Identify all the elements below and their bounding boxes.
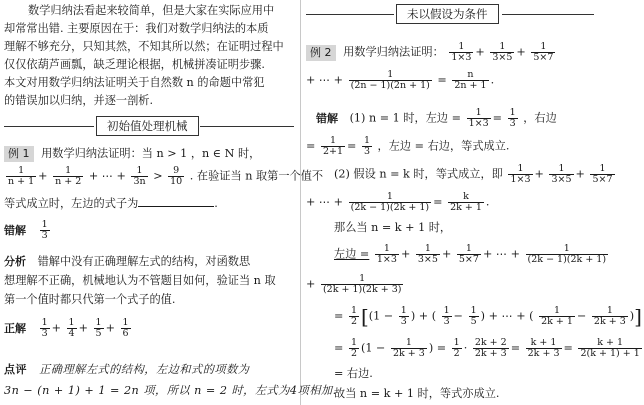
fraction: $\frac{1}{5\times 7}$ <box>533 41 554 63</box>
fraction: $\frac{1}{2}$ <box>350 305 357 327</box>
fraction: $\frac{1}{5}$ <box>95 317 102 339</box>
fraction: $\frac{1}{3}$ <box>363 135 370 157</box>
ellipsis-term: + ⋯ + <box>88 169 126 183</box>
example-2-tag: 例 2 <box>306 45 336 61</box>
fraction: $\frac{1}{6}$ <box>122 317 129 339</box>
fraction: $\frac{k}{2k + 1}$ <box>450 191 482 213</box>
fraction: $\frac{1}{(2n - 1)(2n + 1)}$ <box>350 69 430 91</box>
fraction: $\frac{2k + 2}{2k + 3}$ <box>474 337 507 359</box>
greater-than: > <box>153 169 163 183</box>
fraction: $\frac{1}{2k + 1}$ <box>541 305 573 327</box>
intro-line: 却常常出错. 主要原因在于：我们对数学归纳法的本质 <box>4 22 269 35</box>
hypothesis-equation: + ⋯ + $\frac{1}{(2k - 1)(2k + 1)}$ = $\frac{k}{2k + 1}$ . <box>306 191 490 213</box>
comment-label: 点评 <box>4 363 27 376</box>
fraction: $\frac{1}{3n}$ <box>133 165 146 187</box>
fraction: $\frac{1}{3}$ <box>509 107 516 129</box>
analysis-label: 分析 <box>4 255 26 268</box>
fraction: $\frac{1}{5}$ <box>470 305 477 327</box>
column-divider <box>300 0 301 405</box>
fraction: $\frac{1}{3}$ <box>41 317 48 339</box>
fraction: $\frac{k + 1}{2(k + 1) + 1}$ <box>580 337 640 359</box>
fraction: $\frac{1}{1\times 3}$ <box>510 163 531 185</box>
analysis-line2: 想理解不正确，机械地认为不管题目如何，验证当 n 取 <box>4 274 276 287</box>
section-rule <box>200 126 294 127</box>
left-side-expansion: 左边 = $\frac{1}{1\times 3}$ + $\frac{1}{3\times 5}$ + $\frac{1}{5\times 7}$ + ⋯ + $\frac{1}{(2k - 1)(2k + 1)}$ <box>334 243 607 265</box>
analysis-line3: 第一个值时都只代第一个式子的值. <box>4 293 176 306</box>
section-rule <box>4 126 94 127</box>
inductive-step-intro: 那么当 n = k + 1 时， <box>334 221 452 234</box>
fraction: $\frac{1}{2k + 3}$ <box>392 337 425 359</box>
correct-solution-label: 正解 <box>4 321 26 335</box>
example-1-line1 <box>4 146 260 162</box>
fraction: $\frac{1}{n + 1}$ <box>8 165 35 187</box>
simplification: = $\frac{1}{2}$ (1 − $\frac{1}{2k + 3}$ ) = $\frac{1}{2}$ · $\frac{2k + 2}{2k + 3}$ = $\frac{k + 1}{2k + 3}$ = $\frac{k + 1}{2(k + 1) + 1}$ <box>334 337 640 359</box>
section-rule <box>502 14 594 15</box>
wrong-step-2: (2) 假设 n = k 时，等式成立，即 $\frac{1}{1\times 3}$ + $\frac{1}{3\times 5}$ + $\frac{1}{5\times 7}$ <box>334 163 613 185</box>
fraction: $\frac{1}{1\times 3}$ <box>376 243 397 265</box>
fraction: $\frac{1}{2}$ <box>350 337 357 359</box>
fraction: $\frac{1}{n + 2}$ <box>55 165 82 187</box>
intro-line: 仅仅依葫芦画瓢，缺乏理论根据，机械拼凑证明步骤. <box>4 58 265 71</box>
fraction: $\frac{k + 1}{2k + 3}$ <box>527 337 560 359</box>
fraction: $\frac{1}{3\times 5}$ <box>492 41 513 63</box>
telescoping-sum: = $\frac{1}{2}$ [(1 − $\frac{1}{3}$ ) + ( $\frac{1}{3}$ − $\frac{1}{5}$ ) + ⋯ + ( $\frac{1}{2k + 1}$ − $\frac{1}{2k + 3}$ )] <box>334 304 642 329</box>
fraction: $\frac{1}{2k + 3}$ <box>593 305 626 327</box>
fraction: $\frac{1}{3}$ <box>400 305 407 327</box>
wrong-step-1-cont: = $\frac{1}{2+1}$ = $\frac{1}{3}$ ，左边 = 右边，等式成立. <box>306 135 510 157</box>
fraction: $\frac{1}{3}$ <box>41 219 48 241</box>
wrong-solution <box>4 220 52 241</box>
intro-line: 本文对用数学归纳法证明关于自然数 n 的命题中常犯 <box>4 76 265 89</box>
example-1-tag: 例 1 <box>4 146 34 162</box>
fraction: $\frac{1}{3\times 5}$ <box>551 163 572 185</box>
example-1-continuation: . 在验证当 n 取第一个值不 <box>189 169 324 183</box>
fraction: $\frac{n}{2n + 1}$ <box>454 69 487 91</box>
fraction: $\frac{1}{5\times 7}$ <box>592 163 613 185</box>
section-rule <box>306 14 394 15</box>
wrong-solution-label: 错解 <box>316 111 338 125</box>
fraction: $\frac{1}{(2k + 1)(2k + 3)}$ <box>322 273 402 295</box>
correct-solution: 正解 $\frac{1}{3}$ + $\frac{1}{4}$ + $\frac{1}{5}$ + $\frac{1}{6}$ <box>4 317 129 339</box>
intro-line: 理解不够充分，只知其然，不知其所以然；在证明过程中 <box>4 40 284 53</box>
wrong-solution-label: 错解 <box>4 223 26 237</box>
fraction: $\frac{1}{(2k - 1)(2k + 1)}$ <box>350 191 430 213</box>
fraction: $\frac{1}{4}$ <box>68 317 75 339</box>
fraction: $\frac{1}{3}$ <box>443 305 450 327</box>
example-1-line3: 等式成立时，左边的式子为 . <box>4 197 218 210</box>
section-title-hypothesis: 未以假设为条件 <box>396 4 499 24</box>
fraction: $\frac{1}{2+1}$ <box>322 135 343 157</box>
comment-line2: 3n − (n + 1) + 1 = 2n 项，所以 n = 2 时，左式为4项相加. <box>4 384 337 397</box>
section-title-initial-value: 初始值处理机械 <box>96 116 199 136</box>
wrong-step-1: 错解 (1) n = 1 时，左边 = $\frac{1}{1\times 3}$ = $\frac{1}{3}$ ，右边 <box>316 107 557 129</box>
answer-blank <box>138 196 214 207</box>
example-2-line2: + ⋯ + $\frac{1}{(2n - 1)(2n + 1)}$ = $\frac{n}{2n + 1}$ . <box>306 69 495 91</box>
fraction: $\frac{1}{5\times 7}$ <box>458 243 479 265</box>
comment-line1: 点评 正确理解左式的结构，左边和式的项数为 <box>4 363 250 376</box>
fraction: $\frac{1}{2}$ <box>453 337 460 359</box>
right-column <box>306 0 642 405</box>
example-1-line2: $\frac{1}{n + 1}$ + $\frac{1}{n + 2}$ + ⋯ + $\frac{1}{3n}$ > $\frac{9}{10}$ . 在验证当 n 取第一个值不 <box>8 165 324 187</box>
fraction: $\frac{1}{1\times 3}$ <box>468 107 489 129</box>
intro-line: 数学归纳法看起来较简单，但是大家在实际应用中 <box>28 4 275 17</box>
analysis-line1: 分析 错解中没有正确理解左式的结构，对函数思 <box>4 255 251 268</box>
example-1-statement: 用数学归纳法证明：当 n > 1 ，n ∈ N 时， <box>41 147 261 160</box>
example-2-line1: 例 2 用数学归纳法证明： $\frac{1}{1\times 3}$ + $\frac{1}{3\times 5}$ + $\frac{1}{5\times 7}$ <box>306 42 557 63</box>
fraction: $\frac{9}{10}$ <box>170 165 183 187</box>
conclusion: 故当 n = k + 1 时，等式亦成立. <box>334 387 500 400</box>
fraction: $\frac{1}{3\times 5}$ <box>417 243 438 265</box>
equals-right-side: = 右边. <box>334 367 373 380</box>
intro-line: 的错误加以归纳，并逐一剖析. <box>4 94 153 107</box>
left-side-extra-term: + $\frac{1}{(2k + 1)(2k + 3)}$ <box>306 273 402 295</box>
fraction: $\frac{1}{1\times 3}$ <box>451 41 472 63</box>
fraction: $\frac{1}{(2k - 1)(2k + 1)}$ <box>527 243 607 265</box>
